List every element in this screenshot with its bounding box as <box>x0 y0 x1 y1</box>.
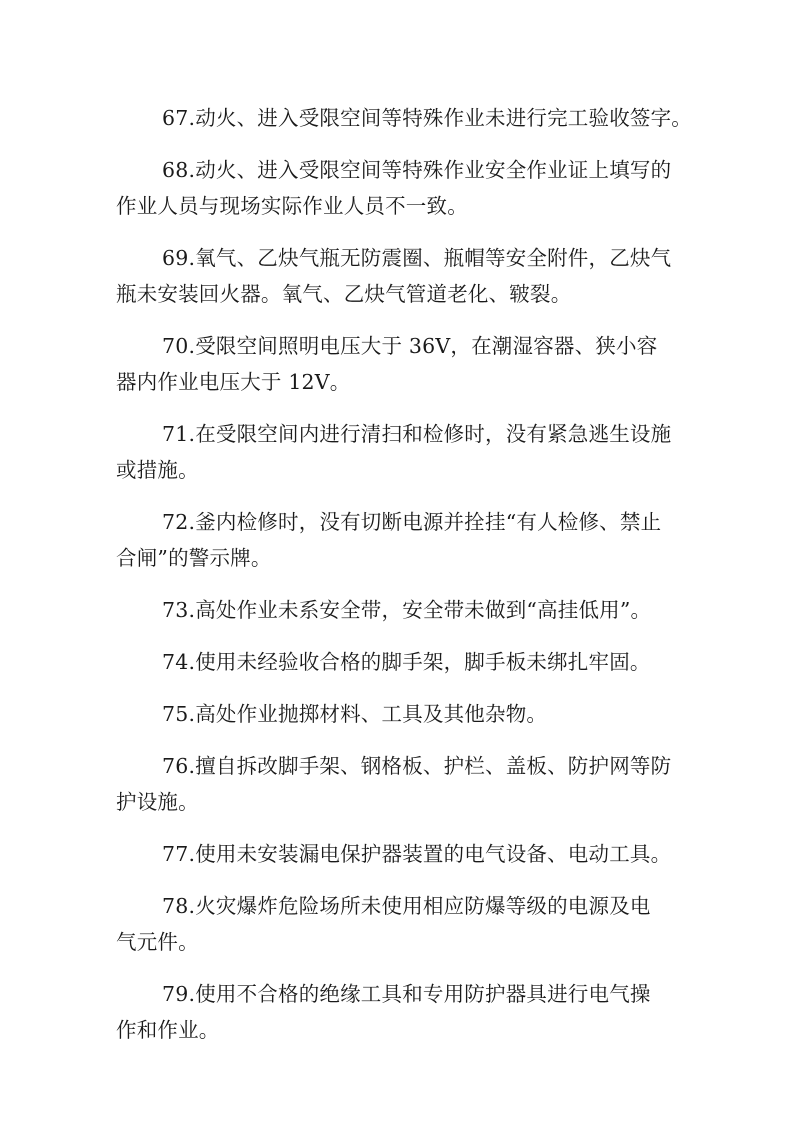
item-line: 76.擅自拆改脚手架、钢格板、护栏、盖板、防护网等防 <box>162 754 672 778</box>
item-line: 瓶未安装回火器。氧气、乙炔气管道老化、皲裂。 <box>116 282 572 306</box>
item-line: 79.使用不合格的绝缘工具和专用防护器具进行电气操 <box>162 982 651 1006</box>
item-line: 气元件。 <box>116 930 199 954</box>
item-line: 78.火灾爆炸危险场所未使用相应防爆等级的电源及电 <box>162 894 651 918</box>
list-item <box>112 328 702 400</box>
item-line: 75.高处作业抛掷材料、工具及其他杂物。 <box>162 702 548 726</box>
item-line: 作业人员与现场实际作业人员不一致。 <box>116 194 468 218</box>
list-item <box>112 592 702 628</box>
list-item <box>112 240 702 312</box>
item-line: 74.使用未经验收合格的脚手架，脚手板未绑扎牢固。 <box>162 650 651 674</box>
item-line: 68.动火、进入受限空间等特殊作业安全作业证上填写的 <box>162 158 672 182</box>
list-item <box>112 748 702 820</box>
list-item <box>112 100 702 136</box>
item-line: 67.动火、进入受限空间等特殊作业未进行完工验收签字。 <box>162 106 693 130</box>
item-line: 70.受限空间照明电压大于 36V，在潮湿容器、狭小容 <box>162 334 658 358</box>
list-item <box>112 888 702 960</box>
item-line: 护设施。 <box>116 790 199 814</box>
item-line: 77.使用未安装漏电保护器装置的电气设备、电动工具。 <box>162 842 672 866</box>
item-line: 合闸”的警示牌。 <box>116 546 272 570</box>
list-item <box>112 152 702 224</box>
item-line: 69.氧气、乙炔气瓶无防震圈、瓶帽等安全附件，乙炔气 <box>162 246 672 270</box>
violation-list <box>112 100 702 1064</box>
list-item <box>112 644 702 680</box>
item-line: 器内作业电压大于 12V。 <box>116 370 351 394</box>
list-item <box>112 504 702 576</box>
list-item <box>112 696 702 732</box>
item-line: 或措施。 <box>116 458 199 482</box>
list-item <box>112 976 702 1048</box>
list-item <box>112 836 702 872</box>
item-line: 71.在受限空间内进行清扫和检修时，没有紧急逃生设施 <box>162 422 672 446</box>
item-line: 73.高处作业未系安全带，安全带未做到“高挂低用”。 <box>162 598 652 622</box>
item-line: 作和作业。 <box>116 1018 220 1042</box>
list-item <box>112 416 702 488</box>
item-line: 72.釜内检修时，没有切断电源并拴挂“有人检修、禁止 <box>162 510 662 534</box>
